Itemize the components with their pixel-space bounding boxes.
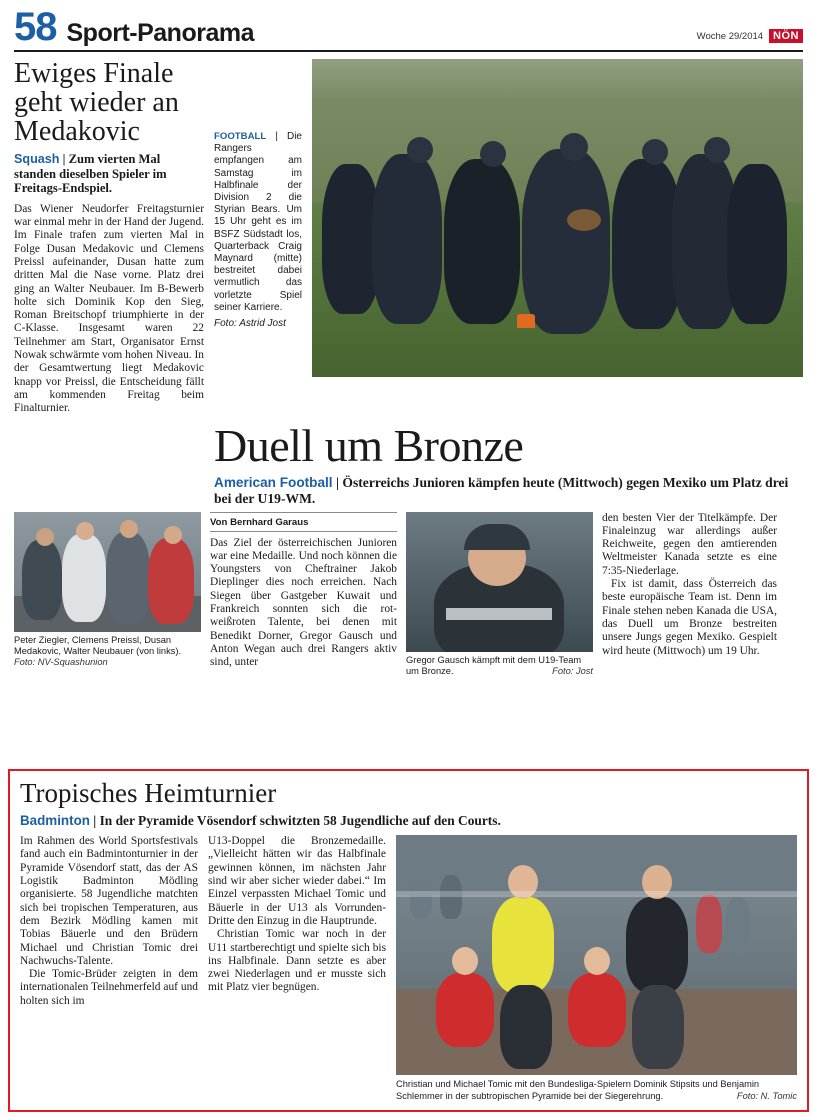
badminton-col2-p2: Christian Tomic war noch in der U11 startberechtigt und spielte sich bis ins Halbfinale. Dann setzte es aber zwei Niederlagen und er musste sich mit Platz vier begnügen.	[208, 928, 386, 994]
badminton-lead	[20, 813, 797, 829]
badminton-caption-credit: Foto: N. Tomic	[736, 1090, 797, 1101]
badminton-col-2	[208, 835, 386, 1102]
issue-label: Woche 29/2014	[696, 30, 764, 42]
bronze-text-column-1	[210, 512, 397, 678]
publisher-logo: NÖN	[769, 29, 803, 43]
bronze-col3-p1: den besten Vier der Titelkämpfe. Der Finaleinzug war allerdings außer Reichweite, gegen den amtierenden Weltmeister Kanada setzte es eine 7:35-Niederlage.	[602, 511, 777, 577]
rangers-sep: |	[275, 131, 287, 142]
gausch-caption-text: Gregor Gausch kämpft mit dem U19-Team um Bronze.	[406, 654, 582, 676]
gausch-photo-column	[406, 512, 593, 678]
squash-lead	[14, 152, 204, 196]
squash-article	[14, 59, 204, 416]
gausch-photo-caption	[406, 655, 593, 678]
squash-caption-credit: Foto: NV-Squashunion	[14, 657, 108, 668]
squash-body-p1: Das Wiener Neudorfer Freitagsturnier war einmal mehr in der Hand der Jugend. Im Finale trafen zum vierten Mal in Folge Dusan Medakovic und Clemens Preissl aufeinander, Dusan hatte zum dritten Mal die Nase vorne. Platz drei ging an Walter Neubauer. Im B-Bewerb holte sich Dominik Kop den Sieg, Roman Breitschopf triumphierte in der C-Klasse. Insgesamt waren 22 Teilnehmer am Start, Organisator Ernst Nowak schwärmte vom hohen Niveau. In der Gesamtwertung liegt Medakovic knapp vor Preissl, die Entscheidung fällt am kommenden Freitag beim Finalturnier.	[14, 202, 204, 415]
badminton-col-1	[20, 835, 198, 1102]
rangers-credit: Foto: Astrid Jost	[214, 318, 286, 330]
bronze-text-column-2	[602, 512, 777, 678]
rangers-caption-column	[214, 59, 302, 416]
badminton-sep: |	[93, 813, 100, 829]
gausch-photo	[406, 512, 593, 652]
bronze-left-spacer	[14, 422, 204, 507]
football-photo	[312, 59, 803, 377]
rangers-caption	[214, 131, 302, 330]
badminton-col1-p1: Im Rahmen des World Sportsfestivals fand auch ein Badmintonturnier in der Pyramide Vösendorf statt, das der AS Logistik Badminton Mödling organisierte. 58 Jugendliche matchten sich bei tropischen Temperaturen, aus dem Bezirk Mödling kamen mit Tobias Bäuerle und den Brüdern Michael und Christian Tomic drei Nachwuchs-Talente.	[20, 835, 198, 967]
squash-photo	[14, 512, 201, 632]
bronze-kicker: American Football	[214, 474, 333, 490]
bronze-columns	[14, 512, 803, 678]
badminton-photo-caption	[396, 1079, 797, 1102]
badminton-lead-text: In der Pyramide Vösendorf schwitzten 58 Jugendliche auf den Courts.	[99, 813, 501, 829]
bronze-article	[14, 419, 803, 507]
bronze-col3-p2: Fix ist damit, dass Österreich das beste europäische Team ist. Denn im Finale stehen neben Kanada die USA, das Duell um Bronze bestreiten unsere Jungs gegen Mexiko. Gespielt wird heute (Mittwoch) um 19 Uhr.	[602, 578, 777, 657]
bronze-byline: Von Bernhard Garaus	[210, 516, 309, 528]
squash-headline: Ewiges Finale geht wieder an Medakovic	[14, 58, 179, 147]
page-number: 58	[14, 5, 57, 49]
badminton-photo-column	[396, 835, 797, 1102]
section-title: Sport-Panorama	[66, 19, 254, 47]
squash-kicker: Squash	[14, 152, 60, 166]
badminton-caption-text: Christian und Michael Tomic mit den Bundesliga-Spielern Dominik Stipsits und Benjamin Schlemmer in der subtropischen Pyramide bei der Siegerehrung.	[396, 1079, 760, 1101]
football-photo-wrap	[312, 59, 803, 416]
top-section	[14, 52, 803, 416]
badminton-article	[8, 769, 809, 1112]
badminton-col2-p1: U13-Doppel die Bronzemedaille. „Vielleicht hätten wir das Halbfinale gewinnen können, im nächsten Jahr sind wir aber sicher wieder dabei.“ Im Einzel verpassten Michael Tomic und Bäuerle in der U13 als Vorrunden-Dritte den Einzug in die Hauptrunde.	[208, 835, 386, 927]
bronze-sep: |	[336, 474, 343, 490]
rangers-kicker: FOOTBALL	[214, 131, 267, 142]
masthead-right	[697, 29, 803, 46]
bronze-col3	[602, 512, 777, 658]
bronze-lead-text: Österreichs Junioren kämpfen heute (Mittwoch) gegen Mexiko um Platz drei bei der U19-WM.	[214, 474, 789, 506]
badminton-columns	[20, 835, 797, 1102]
squash-sep: |	[62, 152, 69, 166]
badminton-photo	[396, 835, 797, 1075]
squash-photo-caption	[14, 635, 201, 669]
squash-lead-text: Zum vierten Mal standen dieselben Spieler im Freitags-Endspiel.	[14, 152, 167, 196]
bronze-lead	[214, 475, 803, 507]
masthead	[14, 0, 803, 52]
bronze-col1	[210, 537, 397, 670]
bronze-head-wrap	[214, 419, 803, 507]
bronze-headline: Duell um Bronze	[214, 419, 524, 471]
rangers-text: Die Rangers empfangen am Samstag im Halbfinale der Division 2 die Styrian Bears. Um 15 Uhr geht es im BSFZ Südstadt los, Quarterback Craig Maynard (mitte) bestreitet dabei vermutlich das vorletzte Spiel seiner Karriere.	[214, 131, 302, 313]
badminton-kicker: Badminton	[20, 813, 90, 829]
squash-caption-text: Peter Ziegler, Clemens Preissl, Dusan Medakovic, Walter Neubauer (von links).	[14, 634, 182, 656]
bronze-col1-p1: Das Ziel der österreichischen Junioren war eine Medaille. Und noch können die Youngsters von Cheftrainer Jakob Dieplinger dies noch erreichen. Nach Siegen über Gastgeber Kuwait und Frankreich sonnten sich die rot-weißroten Talente, bei denen mit Benedikt Dorner, Gregor Gausch und Anton Wegan auch drei Rangers aktiv sind, unter	[210, 536, 397, 669]
squash-body	[14, 203, 204, 416]
gausch-caption-credit: Foto: Jost	[552, 665, 593, 676]
badminton-col1-p2: Die Tomic-Brüder zeigten in dem internationalen Teilnehmerfeld auf und holten sich im	[20, 968, 198, 1007]
badminton-headline: Tropisches Heimturnier	[20, 778, 277, 809]
squash-photo-column	[14, 512, 201, 678]
